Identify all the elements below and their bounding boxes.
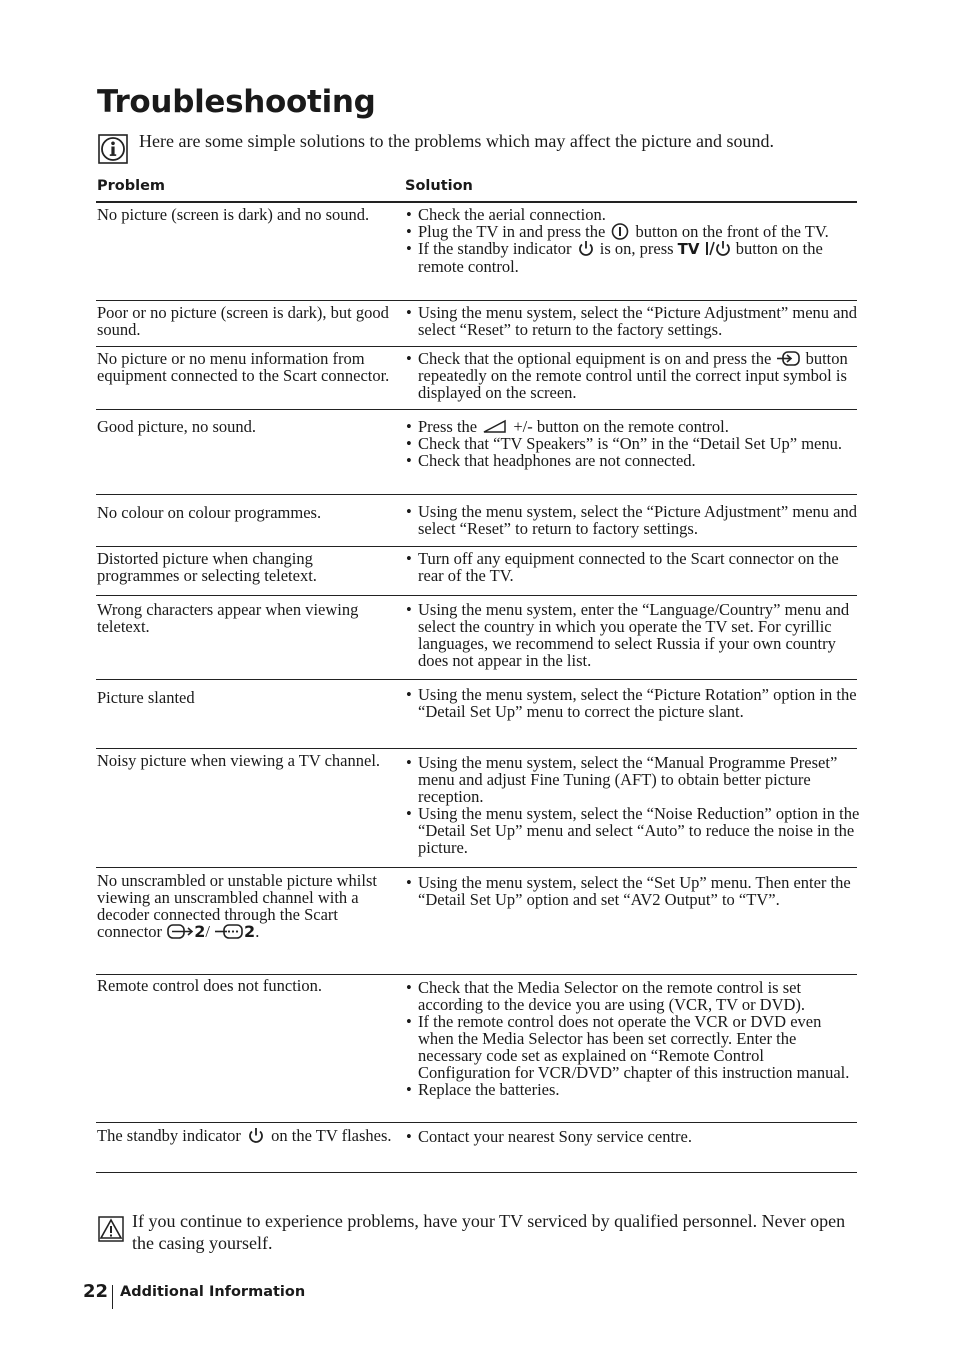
solution-item: • Check that “TV Speakers” is “On” in the “Detail Set Up” menu. xyxy=(405,435,860,452)
problem-cell: No picture or no menu information from equipment connected to the Scart connector. xyxy=(97,349,390,385)
problem-cell: Picture slanted xyxy=(97,688,195,707)
row-divider xyxy=(96,1122,857,1123)
page-number: 22 xyxy=(83,1281,109,1302)
scart-output-icon xyxy=(214,923,244,940)
solution-item: • Check the aerial connection. xyxy=(405,206,860,223)
solution-item: • If the remote control does not operate the VCR or DVD even when the Media Selector has been set correctly. Enter the necessary code set as explained on “Remote Control Configuration for VCR/DVD” chapter of this instruction manual. xyxy=(405,1013,860,1081)
solution-list xyxy=(405,350,860,401)
solution-item: • Check that headphones are not connected. xyxy=(405,452,860,469)
solution-item: • Using the menu system, select the “Set Up” menu. Then enter the “Detail Set Up” option and set “AV2 Output” to “TV”. xyxy=(405,874,860,908)
solution-item: • Check that the Media Selector on the remote control is set according to the device you are using (VCR, TV or DVD). xyxy=(405,979,860,1013)
row-divider xyxy=(96,748,857,749)
table-bottom-rule xyxy=(96,1172,857,1173)
solution-item: • Turn off any equipment connected to the Scart connector on the rear of the TV. xyxy=(405,550,860,584)
power-button-icon xyxy=(609,223,631,240)
warning-icon xyxy=(98,1216,124,1242)
solution-list xyxy=(405,686,860,720)
solution-list xyxy=(405,503,860,537)
row-divider xyxy=(96,546,857,547)
solution-list xyxy=(405,418,860,469)
input-select-icon xyxy=(775,350,801,367)
solution-item: • Press the +/- button on the remote control. xyxy=(405,418,860,435)
row-divider xyxy=(96,494,857,495)
column-header-problem: Problem xyxy=(97,178,166,194)
solution-list xyxy=(405,206,860,275)
scart-input-icon xyxy=(166,923,194,940)
row-divider xyxy=(96,679,857,680)
problem-cell: No colour on colour programmes. xyxy=(97,503,322,522)
row-divider xyxy=(96,867,857,868)
solution-list xyxy=(405,979,860,1098)
problem-cell: Remote control does not function. xyxy=(97,976,322,995)
solution-list xyxy=(405,304,860,338)
problem-cell: Good picture, no sound. xyxy=(97,417,257,436)
standby-icon xyxy=(576,240,596,257)
solution-list xyxy=(405,550,860,584)
solution-list xyxy=(405,1128,860,1145)
solution-list xyxy=(405,601,860,669)
problem-cell: Distorted picture when changing programmes or selecting teletext. xyxy=(97,549,317,585)
warning-text: If you continue to experience problems, have your TV serviced by qualified personnel. Never open the casing yourself. xyxy=(132,1211,846,1253)
solution-list xyxy=(405,874,860,908)
solution-item: • Check that the optional equipment is on and press the button repeatedly on the remote control until the correct input symbol is displayed on the screen. xyxy=(405,350,860,401)
problem-cell: No unscrambled or unstable picture whilst viewing an unscrambled channel with a decoder connected through the Scart connector 2/ 2. xyxy=(97,871,377,941)
problem-cell: No picture (screen is dark) and no sound. xyxy=(97,205,370,224)
volume-icon xyxy=(481,418,509,435)
solution-item: • Using the menu system, select the “Noise Reduction” option in the “Detail Set Up” menu and select “Auto” to reduce the noise in the picture. xyxy=(405,805,860,856)
tv-standby-icon xyxy=(704,240,732,257)
row-divider xyxy=(96,409,857,410)
problem-cell: Poor or no picture (screen is dark), but good sound. xyxy=(97,303,389,339)
solution-item: • Using the menu system, enter the “Language/Country” menu and select the country in which you operate the TV set. For cyrillic languages, we recommend to select Russia if your own country does not appear in the list. xyxy=(405,601,860,669)
footer-section-title: Additional Information xyxy=(120,1284,306,1300)
solution-item: • Contact your nearest Sony service centre. xyxy=(405,1128,860,1145)
solution-item: • Plug the TV in and press the button on the front of the TV. xyxy=(405,223,860,240)
info-icon xyxy=(98,134,128,164)
row-divider xyxy=(96,300,857,301)
row-divider xyxy=(96,974,857,975)
row-divider xyxy=(96,595,857,596)
solution-item: • Replace the batteries. xyxy=(405,1081,860,1098)
problem-cell: Wrong characters appear when viewing teletext. xyxy=(97,600,359,636)
problem-cell: Noisy picture when viewing a TV channel. xyxy=(97,751,381,770)
column-header-solution: Solution xyxy=(405,178,473,194)
row-divider xyxy=(96,346,857,347)
solution-item: • If the standby indicator is on, press TV button on the remote control. xyxy=(405,240,860,275)
solution-list xyxy=(405,754,860,856)
table-header-rule xyxy=(96,201,857,203)
problem-cell: The standby indicator on the TV flashes. xyxy=(97,1126,392,1145)
solution-item: • Using the menu system, select the “Picture Adjustment” menu and select “Reset” to return to factory settings. xyxy=(405,503,860,537)
solution-item: • Using the menu system, select the “Picture Adjustment” menu and select “Reset” to return to the factory settings. xyxy=(405,304,860,338)
footer-divider xyxy=(112,1285,113,1309)
standby-icon xyxy=(245,1127,267,1144)
solution-item: • Using the menu system, select the “Picture Rotation” option in the “Detail Set Up” menu to correct the picture slant. xyxy=(405,686,860,720)
solution-item: • Using the menu system, select the “Manual Programme Preset” menu and adjust Fine Tuning (AFT) to obtain better picture reception. xyxy=(405,754,860,805)
intro-text: Here are some simple solutions to the problems which may affect the picture and sound. xyxy=(139,131,775,151)
page-title: Troubleshooting xyxy=(97,84,376,120)
